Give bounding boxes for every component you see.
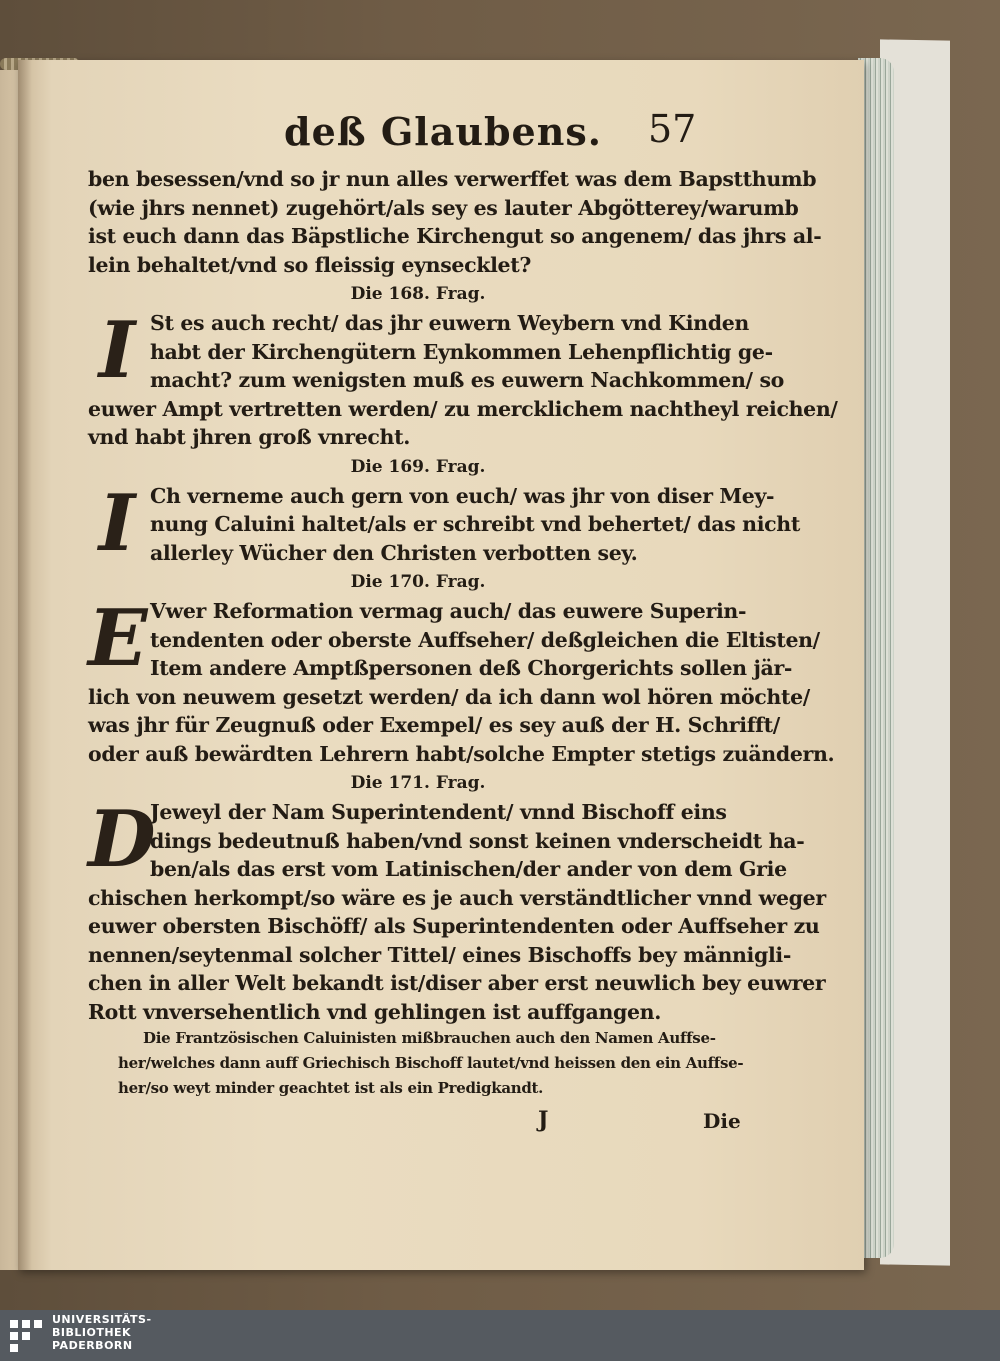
text-line: Item andere Amptßpersonen deß Chorgerichts sollen jär- [150, 656, 793, 680]
text-line: chen in aller Welt bekandt ist/diser aber erst neuwlich bey euwrer [88, 971, 826, 995]
drop-capital: D [88, 794, 156, 885]
page-gutter-shadow [18, 60, 32, 1270]
text-line: ben besessen/vnd so jr nun alles verwerffet was dem Bapstthumb [88, 167, 817, 191]
library-logo-icon [8, 1318, 44, 1354]
text-line: habt der Kirchengütern Eynkommen Lehenpflichtig ge- [150, 339, 773, 364]
library-name [52, 1313, 152, 1352]
note-line: her/welches dann auff Griechisch Bischoff lautet/vnd heissen den ein Auffse- [118, 1054, 744, 1072]
text-line: was jhr für Zeugnuß oder Exempel/ es sey auß der H. Schrifft/ [88, 713, 780, 737]
drop-capital: E [88, 593, 148, 684]
running-head [88, 105, 748, 165]
text-line: Ch verneme auch gern von euch/ was jhr von diser Mey- [150, 483, 775, 508]
page-text [88, 105, 838, 1141]
page-number: 57 [648, 107, 697, 151]
text-line: ben/als das erst vom Latinischen/der ander von dem Grie [150, 857, 787, 881]
drop-capital: I [98, 477, 136, 569]
text-line: (wie jhrs nennet) zugehört/als sey es lauter Abgötterey/warumb [88, 195, 799, 220]
question-169 [88, 477, 800, 569]
text-line: lein behaltet/vnd so fleissig eynsecklet? [88, 252, 531, 277]
text-line: euwer Ampt vertretten werden/ zu mercklichem nachtheyl reichen/ [88, 396, 838, 421]
text-line: Jeweyl der Nam Superintendent/ vnnd Bischoff eins [150, 800, 727, 824]
note-line: her/so weyt minder geachtet ist als ein Predigkandt. [118, 1079, 544, 1097]
text-line: chischen herkompt/so wäre es je auch verständtlicher vnnd weger [88, 885, 826, 910]
intro-paragraph [88, 165, 822, 279]
text-line: vnd habt jhren groß vnrecht. [88, 425, 410, 449]
running-title: deß Glaubens. [284, 109, 602, 154]
library-line-2: BIBLIOTHEK [52, 1326, 132, 1339]
marginal-note [88, 1026, 748, 1101]
text-line: euwer obersten Bischöff/ als Superintendenten oder Auffseher zu [88, 914, 820, 938]
page-footer [88, 1107, 748, 1141]
text-line: dings bedeutnuß haben/vnd sonst keinen vnderscheidt ha- [150, 828, 805, 853]
drop-capital: I [98, 305, 136, 396]
question-heading: Die 170. Frag. [350, 572, 486, 592]
question-heading: Die 169. Frag. [350, 456, 486, 477]
text-line: Rott vnversehentlich vnd gehlingen ist auffgangen. [88, 999, 662, 1024]
library-line-1: UNIVERSITÄTS- [52, 1313, 152, 1326]
text-line: nung Caluini haltet/als er schreibt vnd behertet/ das nicht [150, 512, 800, 536]
text-line: ist euch dann das Bäpstliche Kirchengut so angenem/ das jhrs al- [88, 224, 822, 248]
question-heading: Die 171. Frag. [350, 773, 486, 793]
signature-mark: J [538, 1107, 549, 1133]
text-line: macht? zum wenigsten muß es euwern Nachkommen/ so [150, 368, 784, 392]
text-line: Vwer Reformation vermag auch/ das euwere Superin- [150, 599, 747, 623]
question-heading: Die 168. Frag. [350, 284, 486, 304]
library-line-3: PADERBORN [52, 1339, 133, 1352]
question-171 [88, 794, 826, 1026]
text-line: St es auch recht/ das jhr euwern Weybern vnd Kinden [150, 311, 749, 335]
question-170 [88, 593, 835, 768]
text-line: allerley Wücher den Christen verbotten sey. [150, 540, 638, 565]
text-line: tendenten oder oberste Auffseher/ deßgleichen die Eltisten/ [150, 627, 820, 652]
catchword: Die [703, 1109, 741, 1133]
text-line: lich von neuwem gesetzt werden/ da ich dann wol hören möchte/ [88, 684, 810, 709]
text-line: nennen/seytenmal solcher Tittel/ eines Bischoffs bey männigli- [88, 942, 792, 967]
note-line: Die Frantzösischen Caluinisten mißbrauchen auch den Namen Auffse- [143, 1029, 716, 1047]
question-168 [88, 305, 838, 452]
text-line: oder auß bewärdten Lehrern habt/solche Empter stetigs zuändern. [88, 741, 835, 766]
